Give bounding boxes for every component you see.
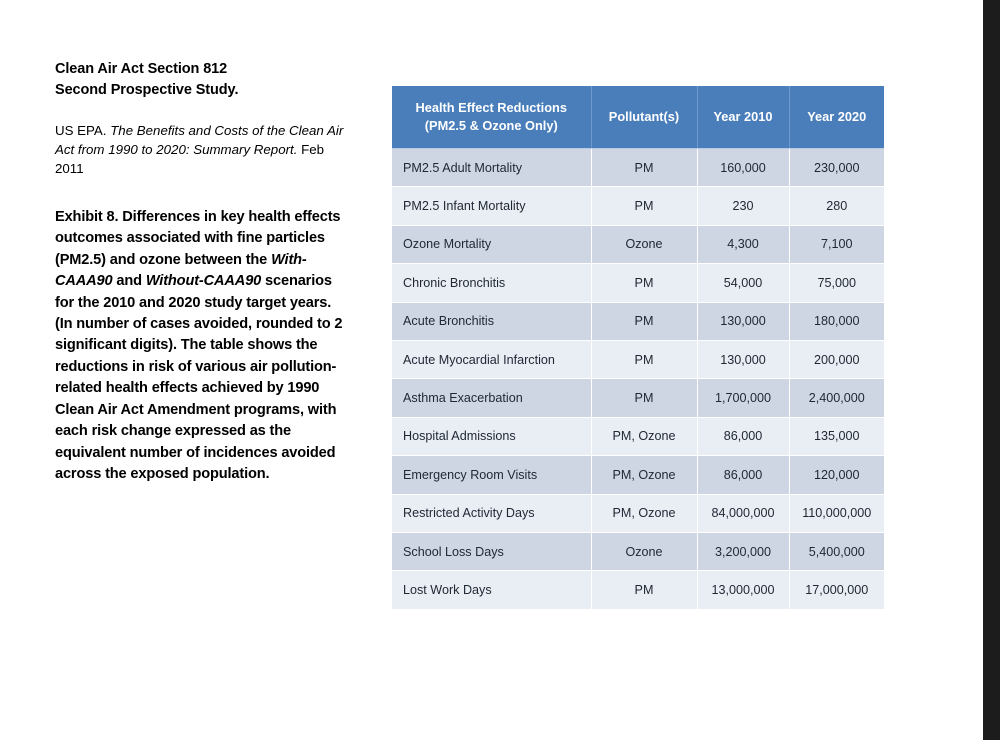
column-header-health-effect-line-1: Health Effect Reductions <box>415 99 567 115</box>
cell-pollutant: Ozone <box>591 225 697 263</box>
cell-health-effect: Chronic Bronchitis <box>392 264 591 302</box>
cell-pollutant: PM <box>591 571 697 609</box>
cell-year-2010: 130,000 <box>697 340 789 378</box>
table-row <box>392 187 884 225</box>
exhibit-caption <box>55 207 347 486</box>
cell-pollutant: PM <box>591 187 697 225</box>
text-column <box>55 59 347 485</box>
cell-pollutant: Ozone <box>591 532 697 570</box>
cell-year-2010: 86,000 <box>697 417 789 455</box>
column-header-year-2020: Year 2020 <box>789 86 884 149</box>
cell-pollutant: PM <box>591 340 697 378</box>
cell-pollutant: PM <box>591 302 697 340</box>
table-row <box>392 417 884 455</box>
cell-year-2020: 120,000 <box>789 456 884 494</box>
cell-pollutant: PM <box>591 149 697 187</box>
cell-year-2020: 230,000 <box>789 149 884 187</box>
table-header <box>392 86 884 149</box>
citation-date: Feb 2011 <box>55 142 325 176</box>
cell-pollutant: PM, Ozone <box>591 417 697 455</box>
cell-year-2010: 13,000,000 <box>697 571 789 609</box>
cell-year-2010: 86,000 <box>697 456 789 494</box>
citation-agency: US EPA. <box>55 123 111 139</box>
cell-year-2010: 1,700,000 <box>697 379 789 417</box>
cell-year-2020: 75,000 <box>789 264 884 302</box>
cell-pollutant: PM <box>591 379 697 417</box>
cell-year-2010: 54,000 <box>697 264 789 302</box>
cell-year-2020: 280 <box>789 187 884 225</box>
table-body <box>392 149 884 610</box>
study-title <box>55 59 347 100</box>
cell-health-effect: Restricted Activity Days <box>392 494 591 532</box>
table-row <box>392 532 884 570</box>
cell-health-effect: Acute Myocardial Infarction <box>392 340 591 378</box>
cell-year-2010: 4,300 <box>697 225 789 263</box>
table-row <box>392 571 884 609</box>
table-row <box>392 149 884 187</box>
cell-health-effect: Acute Bronchitis <box>392 302 591 340</box>
column-header-year-2010: Year 2010 <box>697 86 789 149</box>
cell-year-2010: 160,000 <box>697 149 789 187</box>
cell-pollutant: PM, Ozone <box>591 456 697 494</box>
cell-health-effect: PM2.5 Infant Mortality <box>392 187 591 225</box>
cell-year-2020: 5,400,000 <box>789 532 884 570</box>
column-header-pollutant: Pollutant(s) <box>591 86 697 149</box>
cell-year-2020: 110,000,000 <box>789 494 884 532</box>
table-row <box>392 264 884 302</box>
cell-year-2020: 200,000 <box>789 340 884 378</box>
right-edge-strip <box>983 0 1000 740</box>
cell-year-2020: 7,100 <box>789 225 884 263</box>
table-row <box>392 494 884 532</box>
cell-year-2020: 180,000 <box>789 302 884 340</box>
column-header-health-effect-line-2: (PM2.5 & Ozone Only) <box>424 118 558 133</box>
health-effects-table <box>392 86 884 610</box>
table-row <box>392 225 884 263</box>
table-row <box>392 340 884 378</box>
cell-health-effect: Emergency Room Visits <box>392 456 591 494</box>
cell-health-effect: Asthma Exacerbation <box>392 379 591 417</box>
cell-health-effect: Ozone Mortality <box>392 225 591 263</box>
cell-pollutant: PM, Ozone <box>591 494 697 532</box>
exhibit-caption-part-2: and <box>112 273 146 290</box>
cell-year-2010: 3,200,000 <box>697 532 789 570</box>
table-row <box>392 456 884 494</box>
cell-year-2020: 135,000 <box>789 417 884 455</box>
cell-pollutant: PM <box>591 264 697 302</box>
table-row <box>392 379 884 417</box>
cell-health-effect: Lost Work Days <box>392 571 591 609</box>
study-title-line-1: Clean Air Act Section 812 <box>55 61 228 77</box>
cell-year-2010: 130,000 <box>697 302 789 340</box>
table-header-row <box>392 86 884 149</box>
exhibit-caption-part-1: Exhibit 8. Differences in key health effects outcomes associated with fine particles (PM2.5) and ozone between the <box>55 208 341 268</box>
column-header-health-effect <box>392 86 591 149</box>
cell-year-2010: 84,000,000 <box>697 494 789 532</box>
cell-health-effect: PM2.5 Adult Mortality <box>392 149 591 187</box>
cell-year-2020: 2,400,000 <box>789 379 884 417</box>
cell-health-effect: Hospital Admissions <box>392 417 591 455</box>
exhibit-caption-scenario-without: Without-CAAA90 <box>145 273 262 290</box>
exhibit-caption-scenario-with: With-CAAA90 <box>55 251 307 290</box>
cell-health-effect: School Loss Days <box>392 532 591 570</box>
source-citation <box>55 122 347 179</box>
exhibit-caption-part-3: scenarios for the 2010 and 2020 study target years. (In number of cases avoided, rounded to 2 significant digits). The table shows the reductions in risk of various air pollution-related health effects achieved by 1990 Clean Air Act Amendment programs, with each risk change expressed as the equivalent number of incidences avoided across the exposed population. <box>55 273 343 483</box>
cell-year-2010: 230 <box>697 187 789 225</box>
health-effects-table-container <box>392 86 884 610</box>
citation-work-title: The Benefits and Costs of the Clean Air Act from 1990 to 2020: Summary Report. <box>55 123 344 158</box>
cell-year-2020: 17,000,000 <box>789 571 884 609</box>
table-row <box>392 302 884 340</box>
study-title-line-2: Second Prospective Study. <box>55 81 239 98</box>
